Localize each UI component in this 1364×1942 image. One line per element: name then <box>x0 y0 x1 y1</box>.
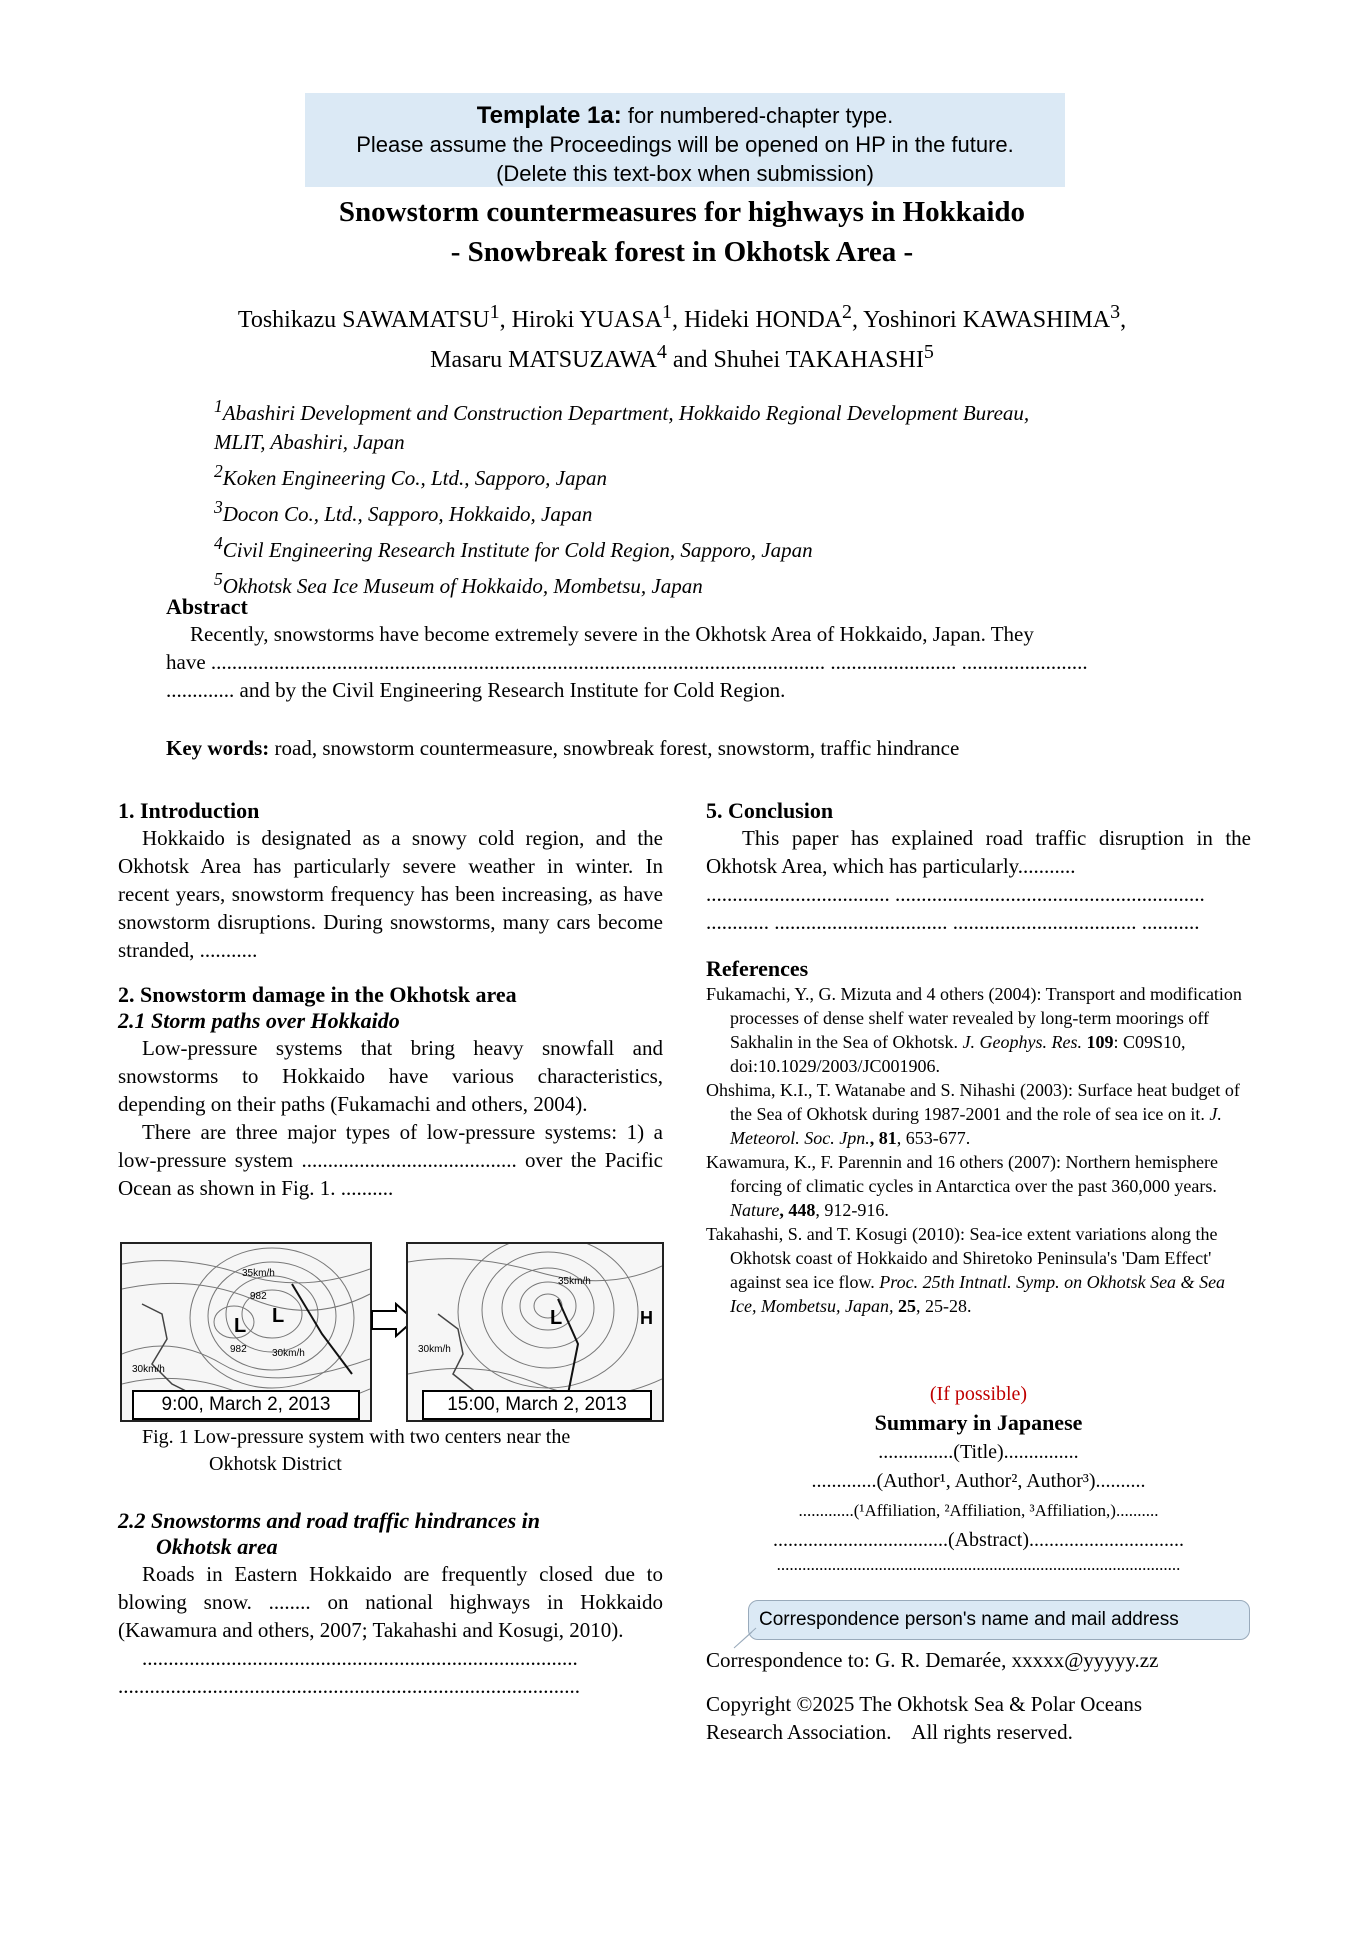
summary-heading: Summary in Japanese <box>874 1410 1083 1435</box>
summary-abstract-line: ...................................(Abstract)............................... <box>772 1529 1185 1551</box>
abstract-section <box>166 594 1202 704</box>
section-2-2 <box>118 1508 663 1700</box>
affiliation-sup: 4 <box>214 533 223 553</box>
section-2-1-heading: 2.1 Storm paths over Hokkaido <box>118 1008 400 1033</box>
section-2-1-p2: There are three major types of low-pressure systems: 1) a low-pressure system ......................................... over the Pacific Ocean as shown in Fig. 1. .......... <box>118 1120 663 1200</box>
author-sep: , <box>852 307 864 333</box>
reference-item <box>706 982 1251 1078</box>
keywords-label: Key words: <box>166 736 270 760</box>
speed-label: 30km/h <box>418 1344 451 1355</box>
section-2-2-dots2: ........................................................................................ <box>118 1674 580 1698</box>
affiliation-item-cont: MLIT, Abashiri, Japan <box>214 430 405 454</box>
reference-pages: , 912-916. <box>815 1200 889 1220</box>
figure-1-caption <box>118 1424 663 1478</box>
reference-text: Fukamachi, Y., G. Mizuta and 4 others (2004): Transport and modification processes of dense shelf water revealed by long-term moorings off Sakhalin in the Sea of Okhotsk. <box>706 984 1242 1052</box>
copyright-line1: Copyright ©2025 The Okhotsk Sea & Polar Oceans <box>706 1692 1143 1716</box>
high-mark: H <box>640 1308 653 1328</box>
reference-journal: Nature <box>730 1200 780 1220</box>
pressure-label: 982 <box>250 1291 267 1302</box>
low-mark: L <box>234 1315 247 1337</box>
template-line3: (Delete this text-box when submission) <box>496 161 874 186</box>
affiliation-sup: 1 <box>214 396 223 416</box>
figure-time-label-left: 9:00, March 2, 2013 <box>132 1390 360 1420</box>
template-label: Template 1a <box>476 102 614 129</box>
author-name: Masaru MATSUZAWA <box>430 347 657 373</box>
references-heading: References <box>706 956 809 981</box>
abstract-line2: have ..................................................................................................................... ........................ ........................ <box>166 650 1088 674</box>
author-name: Yoshinori KAWASHIMA <box>863 307 1111 333</box>
author-sep: and <box>666 347 714 373</box>
figure-time-label-right: 15:00, March 2, 2013 <box>422 1390 652 1420</box>
section-5-dots1: ................................... ........................................................... <box>706 882 1205 906</box>
author-line2 <box>0 336 1364 376</box>
reference-journal: J. Meteorol. Soc. Jpn. <box>730 1104 1222 1148</box>
reference-journal: Proc. 25th Intnatl. Symp. on Okhotsk Sea & Sea Ice, Mombetsu, Japan, <box>730 1272 1226 1316</box>
author-sup: 2 <box>842 301 853 323</box>
affiliation-text: Abashiri Development and Construction Department, Hokkaido Regional Development Bureau, <box>222 401 1030 425</box>
author-sup: 5 <box>923 341 934 363</box>
reference-volume: , 448 <box>779 1200 816 1220</box>
author-line1 <box>0 296 1364 336</box>
section-2-heading: 2. Snowstorm damage in the Okhotsk area <box>118 982 517 1007</box>
template-note-box <box>305 93 1065 187</box>
paper-title-line2: - Snowbreak forest in Okhotsk Area - <box>450 236 914 268</box>
section-2-2-heading-line1: 2.2 Snowstorms and road traffic hindrances in <box>118 1508 540 1533</box>
affiliation-item <box>214 529 1194 565</box>
reference-text: Takahashi, S. and T. Kosugi (2010): Sea-ice extent variations along the Okhotsk coast of Hokkaido and Shiretoko Peninsula's 'Dam Effect' against sea ice flow. <box>706 1224 1218 1292</box>
section-2-1-p1: Low-pressure systems that bring heavy snowfall and snowstorms to Hokkaido have various characteristics, depending on their paths (Fukamachi and others, 2004). <box>118 1036 663 1116</box>
affiliation-item <box>214 457 1194 493</box>
paper-title-line1: Snowstorm countermeasures for highways in Hokkaido <box>338 196 1026 228</box>
author-sup: 3 <box>1110 301 1121 323</box>
summary-title-line: ...............(Title)............... <box>878 1441 1079 1463</box>
low-mark: L <box>272 1305 285 1327</box>
keywords <box>166 736 959 761</box>
keywords-text: road, snowstorm countermeasure, snowbreak forest, snowstorm, traffic hindrance <box>269 736 960 760</box>
author-name: Hiroki YUASA <box>511 307 663 333</box>
reference-volume: , 81 <box>869 1128 897 1148</box>
summary-author-line: .............(Author¹, Author², Author³).......... <box>811 1470 1146 1492</box>
author-name: Shuhei TAKAHASHI <box>713 347 924 373</box>
author-sup: 4 <box>656 341 667 363</box>
reference-text: Ohshima, K.I., T. Watanabe and S. Nihashi (2003): Surface heat budget of the Sea of Okhotsk during 1987-2001 and the role of sea ice on it. <box>706 1080 1240 1124</box>
author-sup: 1 <box>662 301 673 323</box>
author-sep: , <box>499 307 512 333</box>
reference-pages: , 25-28. <box>915 1296 972 1316</box>
section-1-text: Hokkaido is designated as a snowy cold region, and the Okhotsk Area has particularly severe weather in winter. In recent years, snowstorm frequency has been increasing, as have snowstorm disruptions. During snowstorms, many cars become stranded, ........... <box>118 826 663 962</box>
copyright-line2: Research Association. All rights reserved. <box>706 1720 1073 1744</box>
speed-label: 30km/h <box>132 1364 165 1375</box>
callout-text: Correspondence person's name and mail address <box>759 1609 1179 1630</box>
section-5-dots2: ............ ................................. ................................... ........... <box>706 910 1200 934</box>
low-mark: L <box>550 1307 563 1329</box>
reference-text: Kawamura, K., F. Parennin and 16 others (2007): Northern hemisphere forcing of climatic cycles in Antarctica over the past 360,000 years. <box>706 1152 1218 1196</box>
speed-label: 35km/h <box>558 1276 591 1287</box>
affiliation-sup: 5 <box>214 569 223 589</box>
affiliation-item <box>214 493 1194 529</box>
affiliation-text: Koken Engineering Co., Ltd., Sapporo, Japan <box>222 466 607 490</box>
abstract-line3: ............. and by the Civil Engineering Research Institute for Cold Region. <box>166 678 786 702</box>
template-colon: : <box>613 102 622 129</box>
summary-affil-line: .............(¹Affiliation, ²Affiliation, ³Affiliation,).......... <box>798 1501 1159 1520</box>
author-name: Hideki HONDA <box>684 307 843 333</box>
template-line2: Please assume the Proceedings will be opened on HP in the future. <box>356 132 1014 157</box>
section-5-heading: 5. Conclusion <box>706 798 834 823</box>
reference-journal: J. Geophys. Res. <box>962 1032 1082 1052</box>
speed-label: 35km/h <box>242 1268 275 1279</box>
if-possible-note: (If possible) <box>929 1383 1028 1405</box>
reference-item <box>706 1222 1251 1318</box>
affiliation-sup: 3 <box>214 497 223 517</box>
abstract-heading: Abstract <box>166 594 248 619</box>
section-2-2-dots1: ................................................................................... <box>142 1646 578 1670</box>
author-sep: , <box>1120 307 1127 333</box>
left-column <box>118 798 663 1202</box>
affiliation-item <box>214 392 1194 428</box>
figure-caption-line1: Fig. 1 Low-pressure system with two centers near the <box>142 1426 571 1448</box>
section-2-2-text: Roads in Eastern Hokkaido are frequently closed due to blowing snow. ........ on national highways in Hokkaido (Kawamura and others, 2007; Takahashi and Kosugi, 2010). <box>118 1562 663 1642</box>
section-5-text: This paper has explained road traffic disruption in the Okhotsk Area, which has particularly........... <box>706 826 1251 878</box>
affiliation-sup: 2 <box>214 461 223 481</box>
copyright <box>706 1690 1142 1746</box>
reference-volume: 25 <box>893 1296 916 1316</box>
author-name: Toshikazu SAWAMATSU <box>237 307 490 333</box>
affiliations <box>214 392 1194 601</box>
reference-item <box>706 1150 1251 1222</box>
affiliation-text: Civil Engineering Research Institute for Cold Region, Sapporo, Japan <box>222 538 813 562</box>
speed-label: 30km/h <box>272 1348 305 1359</box>
abstract-line1: Recently, snowstorms have become extremely severe in the Okhotsk Area of Hokkaido, Japan. They <box>190 622 1034 646</box>
author-sup: 1 <box>489 301 500 323</box>
affiliation-text: Okhotsk Sea Ice Museum of Hokkaido, Mombetsu, Japan <box>222 574 703 598</box>
affiliation-text: Docon Co., Ltd., Sapporo, Hokkaido, Japan <box>222 502 593 526</box>
reference-volume: 109 <box>1081 1032 1114 1052</box>
reference-pages: , 653-677. <box>896 1128 971 1148</box>
author-sep: , <box>672 307 685 333</box>
author-list <box>0 296 1364 376</box>
figure-caption-line2: Okhotsk District <box>209 1453 342 1475</box>
correspondence-callout <box>748 1600 1250 1640</box>
reference-pages: : C09S10, doi:10.1029/2003/JC001906. <box>730 1032 1186 1076</box>
section-1-heading: 1. Introduction <box>118 798 260 823</box>
figure-1 <box>118 1242 663 1422</box>
pressure-label: 982 <box>230 1344 247 1355</box>
template-line1: for numbered-chapter type. <box>627 103 894 128</box>
reference-item <box>706 1078 1251 1150</box>
section-2-2-heading-line2: Okhotsk area <box>156 1534 278 1559</box>
right-column <box>706 798 1251 1318</box>
summary-dots: ............................................................................................... <box>776 1555 1181 1574</box>
correspondence-line: Correspondence to: G. R. Demarée, xxxxx@yyyyy.zz <box>706 1648 1159 1672</box>
summary-section <box>706 1380 1251 1576</box>
